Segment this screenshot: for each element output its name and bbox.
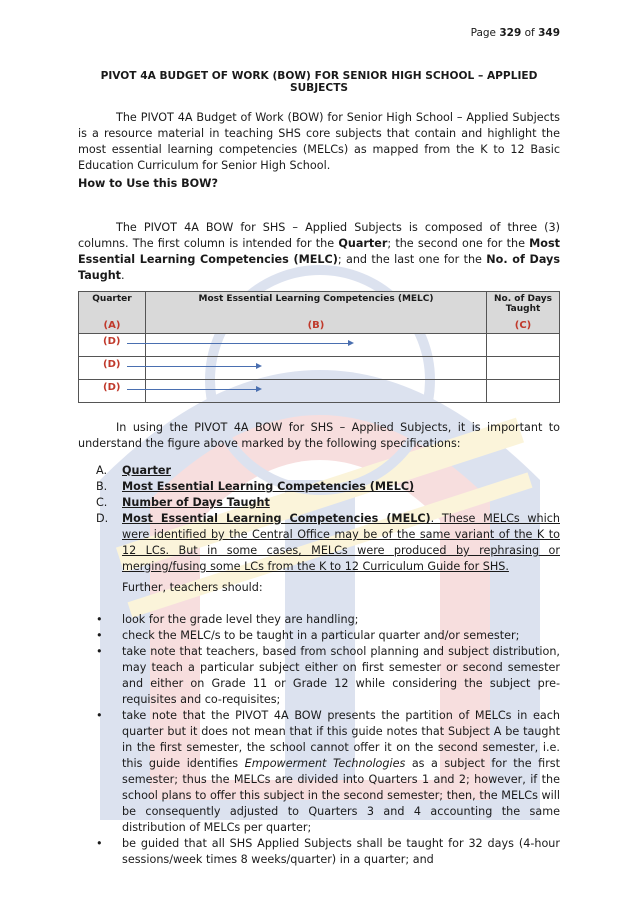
list-item: • look for the grade level they are handling; [96,613,359,626]
list-item: • check the MELC/s to be taught in a particular quarter and/or semester; [96,629,520,642]
list-item: B. Most Essential Learning Competencies (MELC) [96,480,415,493]
further-text: Further, teachers should: [122,581,263,594]
row-label: (D) [79,357,146,380]
column-melc: Most Essential Learning Competencies (MELC) (B) [146,292,487,334]
bow-sample-table [78,291,560,403]
list-item: • take note that the PIVOT 4A BOW presents the partition of MELCs in each quarter but it does not mean that if this guide notes that Subject A be taught in the first semester, the school cannot offer it on the second semester, i.e. this guide identifies Empowerment Technologies as a subject for the first semester; thus the MELCs are divided into Quarters 1 and 2; however, if the school plans to offer this subject in the second semester; then, the MELCs will be consequently adjusted to Quarters 3 and 4 accounting the same distribution of MELCs per quarter; [96,709,561,834]
intro-paragraph: The PIVOT 4A Budget of Work (BOW) for Senior High School – Applied Subjects is a resource material in teaching SHS core subjects that contain and highlight the most essential learning competencies (MELCs) as mapped from the K to 12 Basic Education Curriculum for Senior High School. [78,111,560,172]
list-item: C. Number of Days Taught [96,496,270,509]
specification-paragraph: In using the PIVOT 4A BOW for SHS – Applied Subjects, it is important to understand the figure above marked by the following specifications: [78,421,560,450]
list-item: A. Quarter [96,464,171,477]
column-quarter: Quarter (A) [79,292,146,334]
page-number: Page 329 of 349 [470,27,560,39]
list-item: D. Most Essential Learning Competencies (MELC). These MELCs which were identified by the Central Office may be of the same variant of the K to 12 LCs. But in some cases, MELCs were produced by rephrasing or merging/fusing some LCs from the K to 12 Curriculum Guide for SHS. [96,512,560,573]
row-label: (D) [79,380,146,403]
list-item: • be guided that all SHS Applied Subjects shall be taught for 32 days (4-hour sessions/week times 8 weeks/quarter) in a quarter; and [96,837,560,866]
bullet-list [96,612,560,868]
list-item: • take note that teachers, based from school planning and subject distribution, may teach a particular subject either on first semester or second semester and either on Grade 11 or Grade 12 while considering the subject pre-requisites and co-requisites; [96,645,560,706]
specification-list [96,463,560,575]
how-to-heading: How to Use this BOW? [78,177,219,190]
how-to-paragraph: The PIVOT 4A BOW for SHS – Applied Subjects is composed of three (3) columns. The first column is intended for the Quarter; the second one for the Most Essential Learning Competencies (MELC); and the last one for the No. of Days Taught. [78,221,560,282]
row-label: (D) [79,334,146,357]
page-title: PIVOT 4A BUDGET OF WORK (BOW) FOR SENIOR HIGH SCHOOL – APPLIED SUBJECTS [100,70,538,94]
column-days: No. of Days Taught (C) [487,292,560,334]
